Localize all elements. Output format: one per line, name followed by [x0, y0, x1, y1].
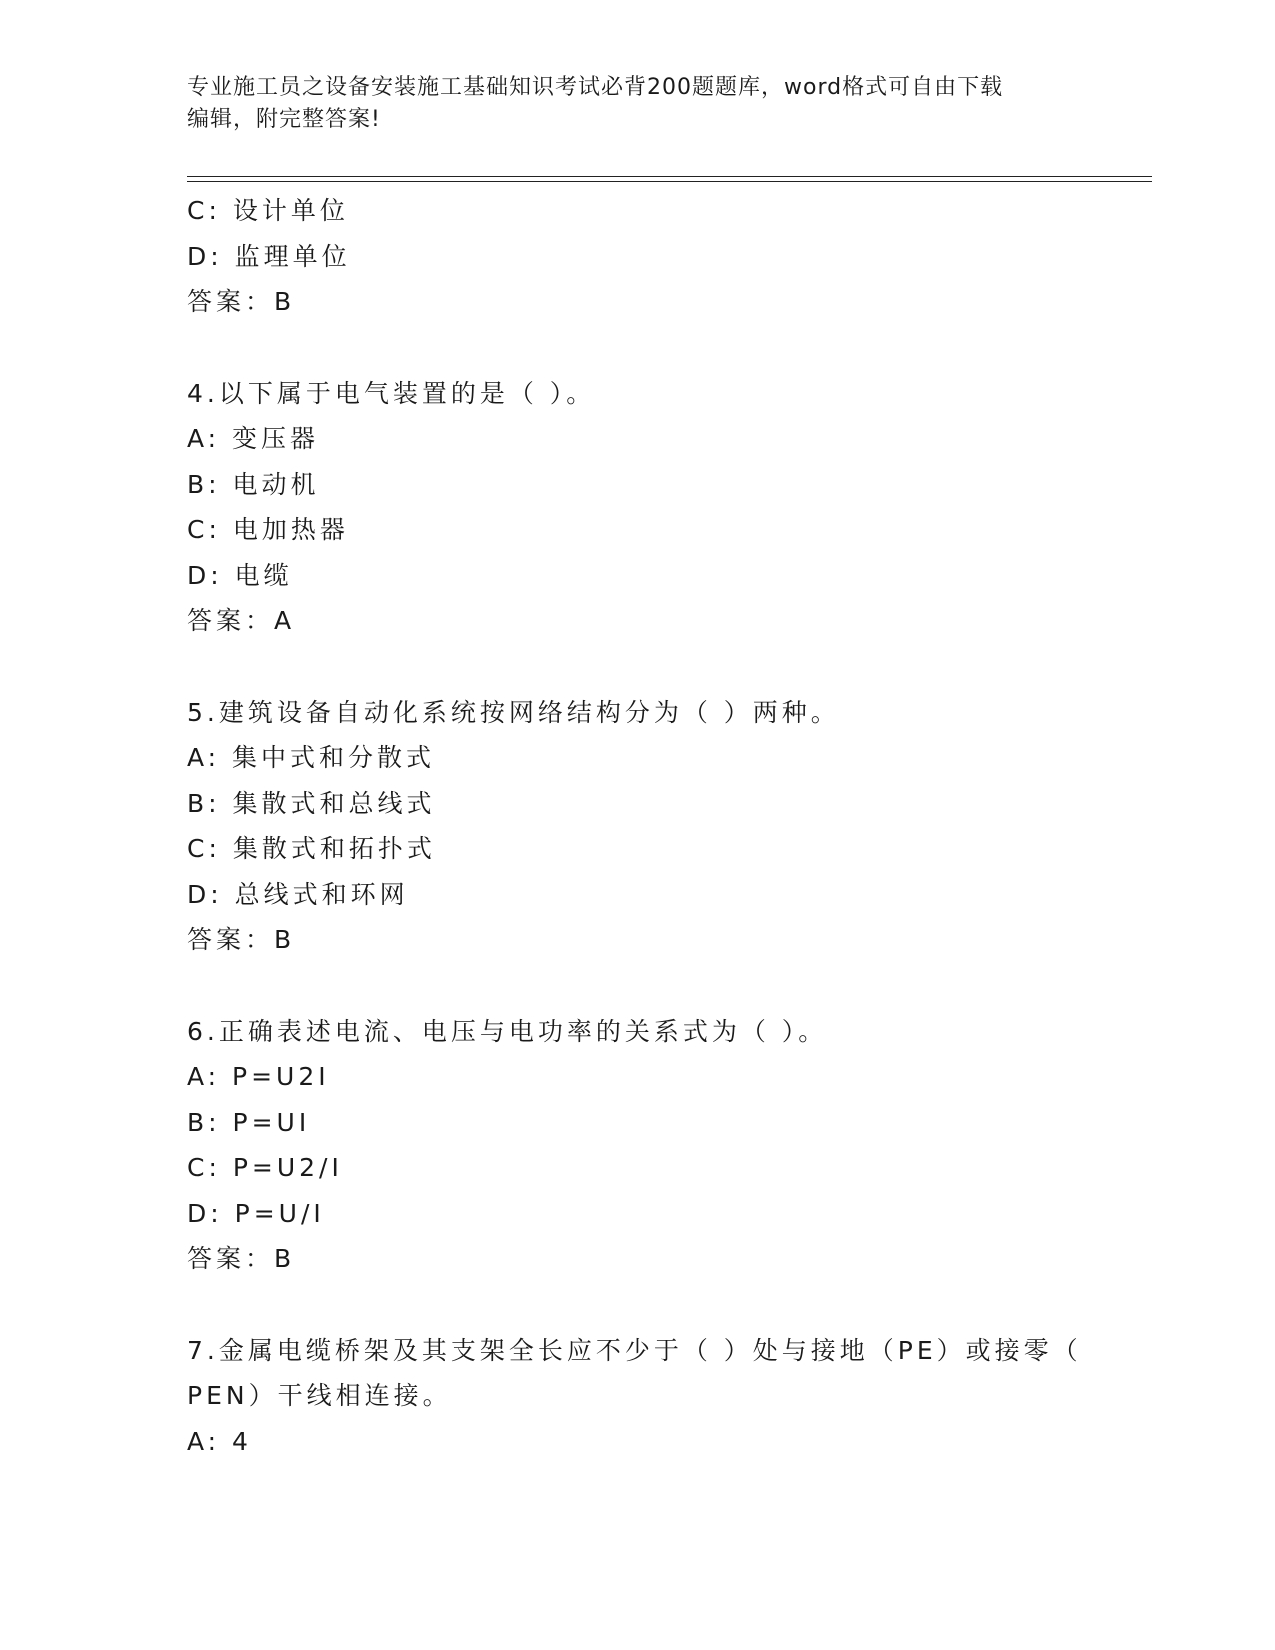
- option-c: C: 集散式和拓扑式: [187, 834, 436, 863]
- option-d: D: P=U/I: [187, 1198, 325, 1228]
- option-c: C: 电加热器: [187, 515, 349, 544]
- question-3-tail: [187, 188, 1087, 325]
- question-list: [187, 188, 1087, 1464]
- answer: 答案：B: [187, 287, 296, 316]
- answer: 答案：B: [187, 925, 296, 954]
- option-c: C: P=U2/I: [187, 1153, 343, 1182]
- option-a: A: 变压器: [187, 424, 320, 453]
- option-c: C: 设计单位: [187, 196, 349, 225]
- question-7: [187, 1328, 1087, 1465]
- question-stem: 6.正确表述电流、电压与电功率的关系式为（ ）。: [187, 1016, 828, 1046]
- option-a: A: P=U2I: [187, 1062, 330, 1091]
- option-b: B: 集散式和总线式: [187, 788, 436, 818]
- question-stem-line-2: PEN）干线相连接。: [187, 1381, 452, 1410]
- question-5: [187, 690, 1087, 963]
- question-stem-line-1: 7.金属电缆桥架及其支架全长应不少于（ ）处与接地（PE）或接零（: [187, 1335, 1082, 1365]
- question-4: [187, 371, 1087, 644]
- header-divider-bottom: [187, 181, 1152, 182]
- document-header: [187, 72, 1087, 136]
- answer: 答案：A: [187, 606, 296, 635]
- option-b: B: P=UI: [187, 1107, 311, 1137]
- option-a: A: 4: [187, 1426, 252, 1456]
- option-d: D: 电缆: [187, 560, 293, 590]
- header-line-2: 编辑，附完整答案!: [187, 107, 381, 132]
- question-stem: 5.建筑设备自动化系统按网络结构分为（ ）两种。: [187, 697, 840, 727]
- header-line-1: 专业施工员之设备安装施工基础知识考试必背200题题库，word格式可自由下载: [187, 75, 1004, 100]
- option-b: B: 电动机: [187, 469, 320, 499]
- answer: 答案：B: [187, 1244, 296, 1273]
- header-divider-top: [187, 176, 1152, 177]
- option-d: D: 总线式和环网: [187, 879, 409, 909]
- option-a: A: 集中式和分散式: [187, 743, 436, 772]
- option-d: D: 监理单位: [187, 241, 351, 271]
- question-6: [187, 1009, 1087, 1282]
- question-stem: 4.以下属于电气装置的是（ ）。: [187, 378, 596, 408]
